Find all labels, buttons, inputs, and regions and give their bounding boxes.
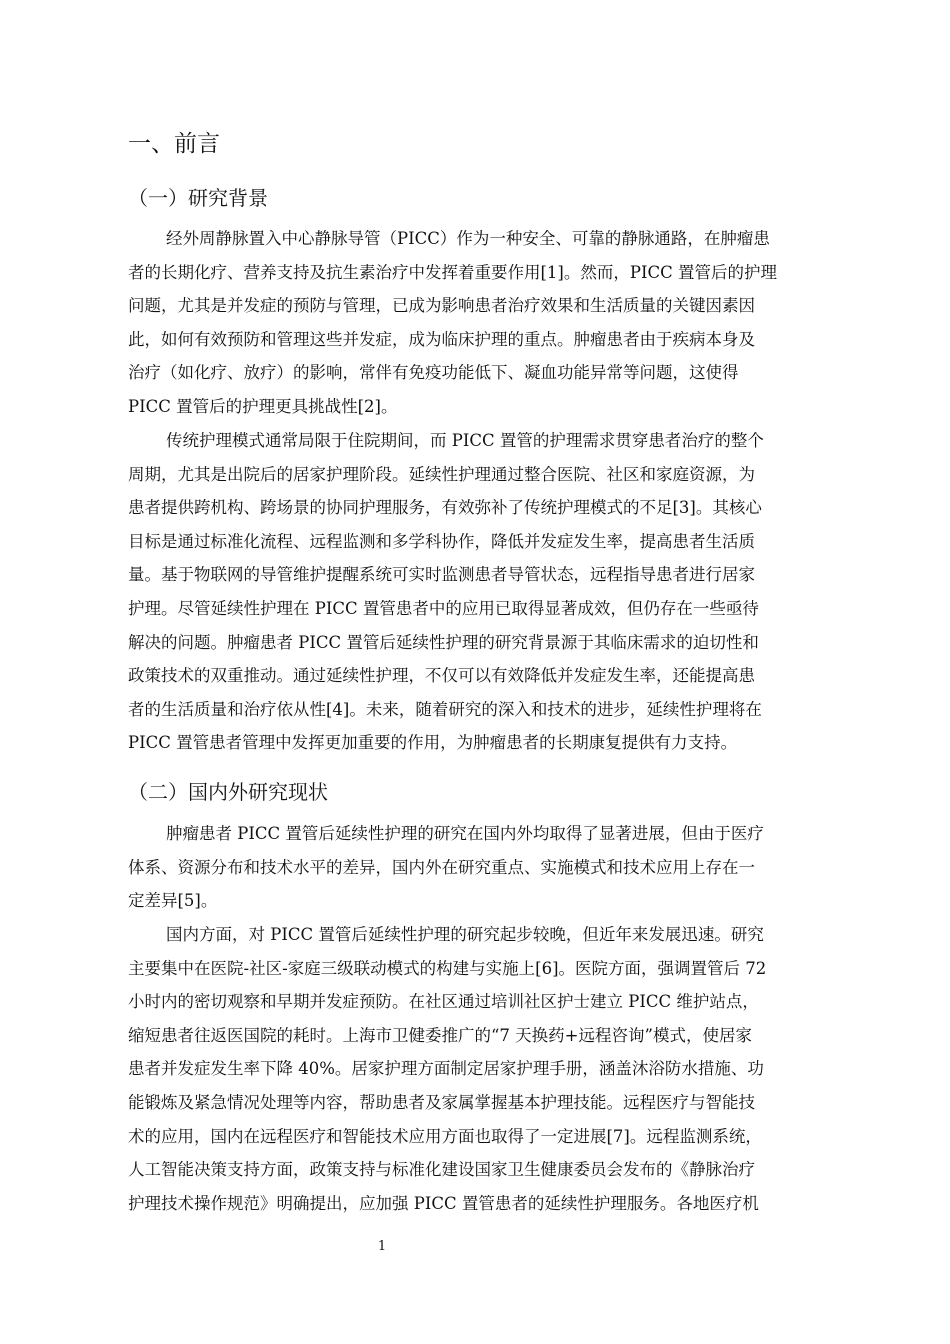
text-line: 患者提供跨机构、跨场景的协同护理服务，有效弥补了传统护理模式的不足[3]。其核心 [128, 498, 762, 518]
paragraph-research-status-2 [128, 918, 860, 1220]
text-line: 患者并发症发生率下降 40%。居家护理方面制定居家护理手册，涵盖沐浴防水措施、功 [128, 1059, 764, 1079]
text-line: 解决的问题。肿瘤患者 PICC 置管后延续性护理的研究背景源于其临床需求的迫切性和 [128, 632, 759, 652]
text-line: 主要集中在医院-社区-家庭三级联动模式的构建与实施上[6]。医院方面，强调置管后 72 [128, 958, 767, 978]
text-line: 术的应用，国内在远程医疗和智能技术应用方面也取得了一定进展[7]。远程监测系统， [128, 1126, 762, 1146]
text-line: 周期，尤其是出院后的居家护理阶段。延续性护理通过整合医院、社区和家庭资源，为 [128, 464, 755, 484]
text-line: PICC 置管后的护理更具挑战性[2]。 [128, 396, 398, 416]
text-line: 经外周静脉置入中心静脉导管（PICC）作为一种安全、可靠的静脉通路，在肿瘤患 [166, 229, 770, 248]
text-line: 治疗（如化疗、放疗）的影响，常伴有免疫功能低下、凝血功能异常等问题，这使得 [128, 363, 739, 383]
text-line: PICC 置管患者管理中发挥更加重要的作用，为肿瘤患者的长期康复提供有力支持。 [128, 733, 738, 753]
text-line: 问题，尤其是并发症的预防与管理，已成为影响患者治疗效果和生活质量的关键因素因 [128, 296, 755, 316]
text-line: 定差异[5]。 [128, 891, 218, 911]
text-line: 肿瘤患者 PICC 置管后延续性护理的研究在国内外均取得了显著进展，但由于医疗 [166, 824, 764, 843]
text-line: 缩短患者往返医国院的耗时。上海市卫健委推广的“7 天换药+远程咨询”模式，使居家 [128, 1025, 752, 1045]
text-line: 国内方面，对 PICC 置管后延续性护理的研究起步较晚，但近年来发展迅速。研究 [166, 925, 764, 944]
text-line: 人工智能决策支持方面，政策支持与标准化建设国家卫生健康委员会发布的《静脉治疗 [128, 1160, 755, 1180]
main-heading: 一、前言 [128, 131, 220, 157]
section-heading-research-status: （二）国内外研究现状 [128, 780, 328, 804]
page-number: 1 [377, 1239, 387, 1254]
text-line: 体系、资源分布和技术水平的差异，国内外在研究重点、实施模式和技术应用上存在一 [128, 857, 755, 877]
text-line: 传统护理模式通常局限于住院期间，而 PICC 置管的护理需求贯穿患者治疗的整个 [166, 431, 764, 450]
text-line: 目标是通过标准化流程、远程监测和多学科协作，降低并发症发生率，提高患者生活质 [128, 531, 755, 551]
text-line: 能锻炼及紧急情况处理等内容，帮助患者及家属掌握基本护理技能。远程医疗与智能技 [128, 1092, 755, 1112]
text-line: 护理技术操作规范》明确提出，应加强 PICC 置管患者的延续性护理服务。各地医疗机 [128, 1193, 759, 1213]
text-line: 者的生活质量和治疗依从性[4]。未来，随着研究的深入和技术的进步，延续性护理将在 [128, 699, 762, 719]
text-line: 政策技术的双重推动。通过延续性护理，不仅可以有效降低并发症发生率，还能提高患 [128, 666, 755, 686]
text-line: 护理。尽管延续性护理在 PICC 置管患者中的应用已取得显著成效，但仍存在一些亟待 [128, 598, 759, 618]
paragraph-research-status-1 [128, 817, 860, 918]
paragraph-background-2 [128, 424, 860, 760]
text-line: 者的长期化疗、营养支持及抗生素治疗中发挥着重要作用[1]。然而，PICC 置管后的护理 [128, 262, 777, 282]
text-line: 量。基于物联网的导管维护提醒系统可实时监测患者导管状态，远程指导患者进行居家 [128, 565, 755, 585]
paragraph-background-1 [128, 222, 860, 424]
text-line: 小时内的密切观察和早期并发症预防。在社区通过培训社区护士建立 PICC 维护站点， [128, 992, 759, 1012]
section-heading-background: （一）研究背景 [128, 186, 268, 210]
text-line: 此，如何有效预防和管理这些并发症，成为临床护理的重点。肿瘤患者由于疾病本身及 [128, 329, 755, 349]
